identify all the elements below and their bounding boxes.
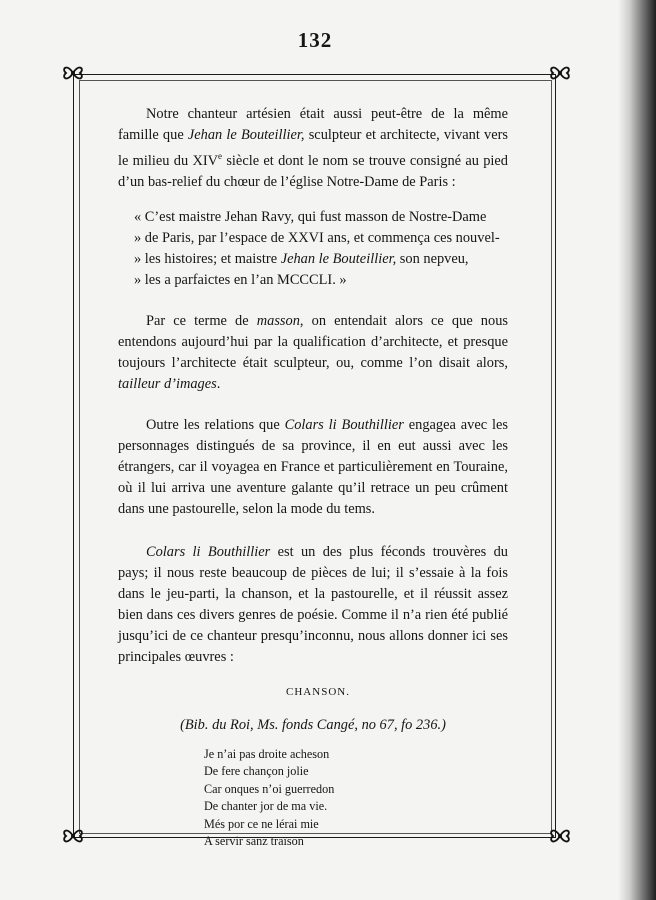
text-span: . [216,375,221,392]
paragraph-intro [118,104,508,193]
paragraph-relations [118,415,508,520]
corner-ornament-icon [547,823,573,849]
manuscript-source: (Bib. du Roi, Ms. fonds Cangé, no 67, fo 236.) [180,716,446,733]
verse-line: A servir sanz traïson [204,834,304,849]
inscription-quote [134,207,508,291]
text-span: Outre les relations que [146,416,285,433]
text-span: Par ce terme de [146,312,257,329]
term-masson: masson [256,312,300,329]
chanson-verses [204,746,508,851]
text-span: engagea avec les personnages distingués de sa province, il en eut aussi avec les étrangers, car il voyagea en France et particulièrement en Touraine, où il lui arriva une aventure galante qu’il retrace un peu crûment dans une pastourelle, selon la mode du tems. [118,416,508,517]
corner-ornament-icon [60,823,86,849]
verse-line: De fere chançon jolie [204,764,309,779]
verse-line: De chanter jor de ma vie. [204,799,328,814]
name-colars-li-bouthillier: Colars li Bouthillier [284,416,404,433]
text-span: sculpteur et architecte, vivant vers le milieu du XIV [118,127,508,169]
superscript: e [218,151,223,161]
name-jehan-le-bouteillier: Jehan le Bouteillier, [280,250,397,267]
quote-line: » de Paris, par l’espace de XXVI ans, et commença ces nouvel- [134,229,500,246]
verse-line: Car onques n’oi guerredon [204,781,335,796]
text-span: son nepveu, [396,250,469,267]
verse-line: Je n’ai pas droite acheson [204,746,330,761]
page-body [118,104,508,851]
chanson-heading: CHANSON. [286,685,350,698]
verse-line: Més por ce ne lérai mie [204,816,319,831]
paragraph-masson [118,311,508,395]
name-colars-li-bouthillier: Colars li Bouthillier [146,543,271,560]
text-span: est un des plus féconds trouvères du pays; il nous reste beaucoup de pièces de lui; il s’essaie à la fois dans le jeu-parti, la chanson, et la pastourelle, et il réussit assez bien dans ces divers genres de poésie. Comme il n’a rien été publié jusqu’ici de ce chanteur presqu’inconnu, nous allons donner ici ses principales œuvres : [118,543,509,665]
page-number: 132 [297,28,333,52]
text-span: Notre chanteur artésien était aussi peut-être de la même famille que [118,106,508,143]
name-jehan-le-bouteillier: Jehan le Bouteillier, [187,127,305,143]
term-tailleur-images: tailleur d’images [118,375,217,392]
text-span: siècle et dont le nom se trouve consigné au pied d’un bas-relief du chœur de l’église Notre-Dame de Paris : [118,152,508,190]
text-span: » les histoires; et maistre [134,250,281,267]
quote-line [134,249,508,270]
text-span: , on entendait alors ce que nous entendons aujourd’hui par la qualification d’architecte, et presque toujours l’architecte était sculpteur, ou, comme l’on disait alors, [118,312,508,371]
book-spine-shadow [618,0,656,900]
quote-line: « C’est maistre Jehan Ravy, qui fust masson de Nostre-Dame [134,208,487,225]
quote-line: » les a parfaictes en l’an MCCCLI. » [134,271,347,288]
corner-ornament-icon [547,60,573,86]
corner-ornament-icon [60,60,86,86]
paragraph-trouvere [118,542,508,668]
